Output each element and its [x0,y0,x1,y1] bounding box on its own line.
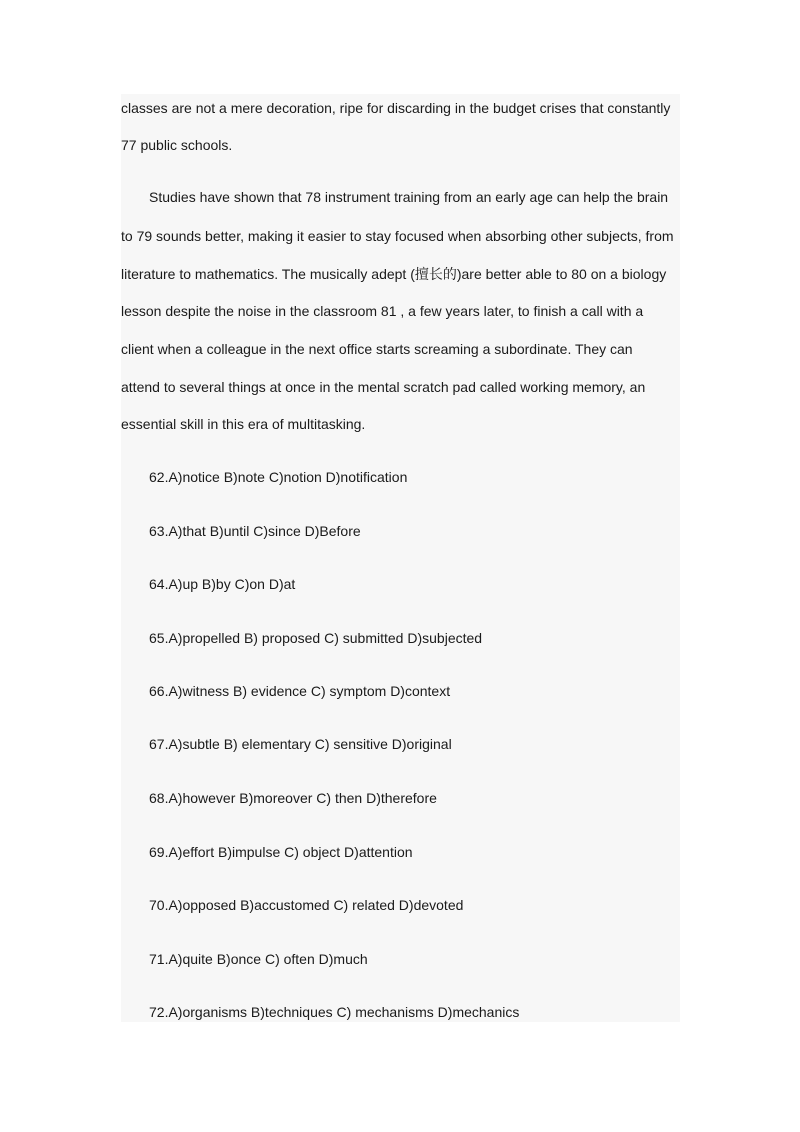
question-item: 67.A)subtle B) elementary C) sensitive D)original [149,736,452,752]
passage-line: lesson despite the noise in the classroom 81 , a few years later, to finish a call with a [121,303,644,319]
question-item: 71.A)quite B)once C) often D)much [149,951,368,967]
question-item: 66.A)witness B) evidence C) symptom D)context [149,683,451,699]
question-item: 72.A)organisms B)techniques C) mechanisms D)mechanics [149,1004,520,1020]
question-item: 62.A)notice B)note C)notion D)notification [149,469,408,485]
question-item: 68.A)however B)moreover C) then D)therefore [149,790,437,806]
passage-line: essential skill in this era of multitasking. [121,416,366,432]
passage-line: attend to several things at once in the mental scratch pad called working memory, an [121,379,646,395]
passage-line: Studies have shown that 78 instrument training from an early age can help the brain [149,189,669,205]
passage-line: classes are not a mere decoration, ripe for discarding in the budget crises that constantly [121,100,671,116]
question-item: 64.A)up B)by C)on D)at [149,576,296,592]
passage-line: 77 public schools. [121,137,233,153]
text-block [121,94,680,1022]
question-item: 70.A)opposed B)accustomed C) related D)devoted [149,897,464,913]
question-item: 65.A)propelled B) proposed C) submitted D)subjected [149,630,483,646]
passage-line: to 79 sounds better, making it easier to stay focused when absorbing other subjects, from [121,228,674,244]
question-item: 69.A)effort B)impulse C) object D)attention [149,844,413,860]
passage-line: literature to mathematics. The musically adept (擅长的)are better able to 80 on a biology [121,266,667,282]
passage-line: client when a colleague in the next office starts screaming a subordinate. They can [121,341,633,357]
question-item: 63.A)that B)until C)since D)Before [149,523,361,539]
